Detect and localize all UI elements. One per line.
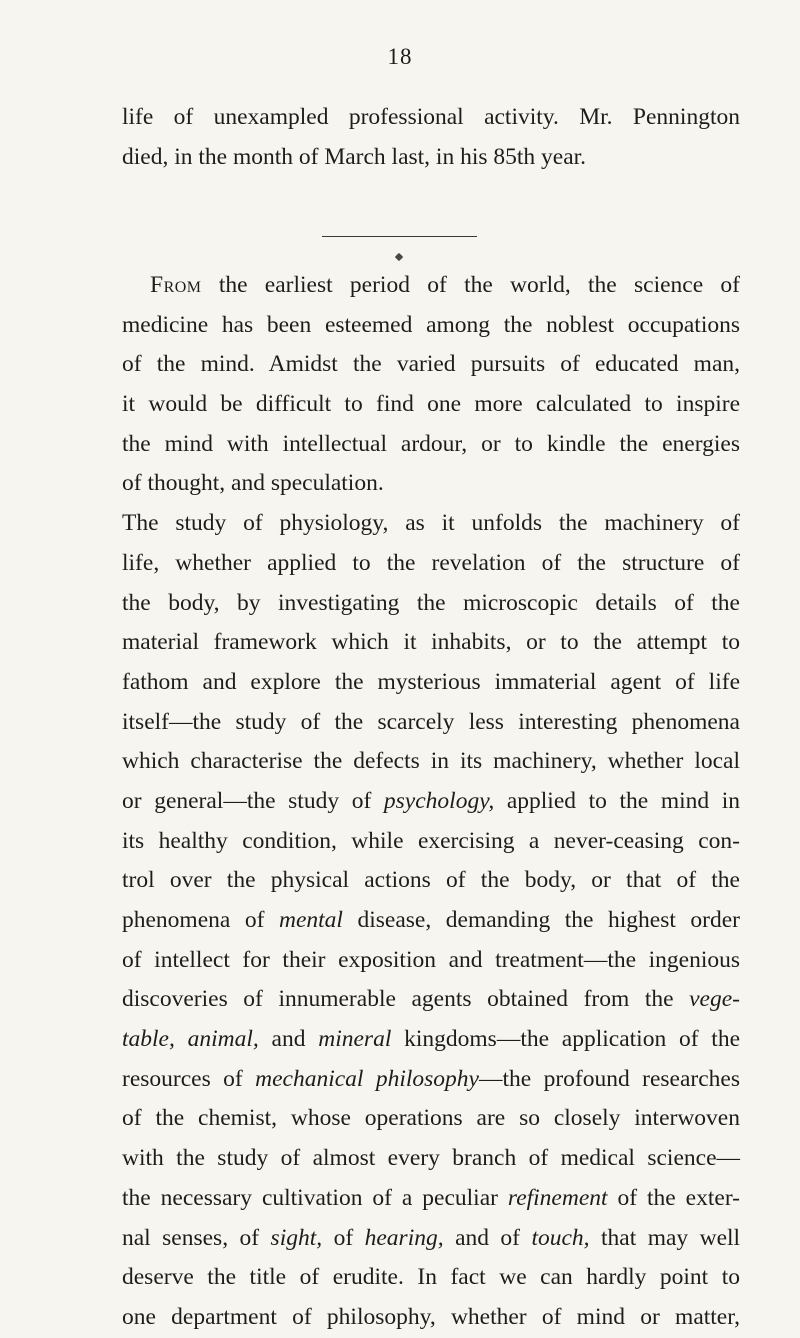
text-line: the necessary cultivation of a peculiar refinement of the exter- — [122, 1184, 740, 1211]
text-line: From the earliest period of the world, the science of — [150, 272, 741, 298]
text-line: itself—the study of the scarcely less interesting phenomena — [122, 708, 740, 735]
text-line: life, whether applied to the revelation of the structure of — [122, 549, 740, 576]
italic-term: mental — [278, 907, 343, 933]
text-line: of the chemist, whose operations are so closely interwoven — [122, 1105, 740, 1132]
italic-term: refinement — [507, 1184, 608, 1211]
italic-term: sight, — [270, 1224, 323, 1251]
text-line: which characterise the defects in its machinery, whether local — [122, 748, 740, 775]
intro-paragraph — [122, 98, 740, 177]
text-line: it would be difficult to find one more calculated to inspire — [122, 391, 740, 418]
section-divider — [322, 236, 477, 237]
text-line: of the mind. Amidst the varied pursuits of educated man, — [122, 351, 740, 378]
italic-term: mineral — [318, 1026, 392, 1053]
text-line: trol over the physical actions of the body, or that of the — [122, 867, 740, 894]
text-line: the mind with intellectual ardour, or to kindle the energies — [122, 430, 740, 457]
italic-term: mechanical philosophy — [255, 1065, 479, 1092]
text-line: medicine has been esteemed among the noblest occupations — [122, 311, 740, 338]
main-body — [122, 266, 740, 1338]
ink-mark — [395, 253, 403, 261]
text-line: The study of physiology, as it unfolds the machinery of — [122, 510, 740, 537]
text-line: died, in the month of March last, in his 85th year. — [122, 143, 587, 170]
text-line: deserve the title of erudite. In fact we can hardly point to — [122, 1264, 740, 1291]
text-line: of intellect for their exposition and treatment—the ingenious — [122, 946, 740, 973]
text-line: nal senses, of sight, of hearing, and of touch, that may well — [122, 1224, 741, 1251]
italic-term: table, animal, — [122, 1026, 259, 1053]
text-line: discoveries of innumerable agents obtained from the vege- — [122, 986, 740, 1013]
text-line: with the study of almost every branch of medical science— — [122, 1145, 740, 1172]
italic-term: psychology, — [383, 787, 495, 814]
text-line: of thought, and speculation. — [122, 470, 384, 497]
italic-term: touch, — [531, 1224, 590, 1251]
italic-term: vege- — [689, 986, 740, 1013]
text-line: material framework which it inhabits, or to the attempt to — [122, 629, 740, 656]
text-line: fathom and explore the mysterious immaterial agent of life — [122, 668, 740, 695]
text-line: the body, by investigating the microscopic details of the — [122, 589, 740, 616]
text-line: resources of mechanical philosophy—the profound researches — [122, 1065, 740, 1092]
text-line: table, animal, and mineral kingdoms—the application of the — [122, 1026, 741, 1053]
page-number: 18 — [387, 44, 413, 69]
text-line: one department of philosophy, whether of mind or matter, — [122, 1303, 740, 1330]
text-line: its healthy condition, while exercising a never-ceasing con- — [122, 827, 740, 854]
text-line: life of unexampled professional activity. Mr. Pennington — [122, 104, 740, 130]
text-line: phenomena of mental disease, demanding the highest order — [122, 907, 740, 933]
italic-term: hearing, — [364, 1224, 444, 1251]
drop-word: From — [150, 272, 202, 298]
text-line: or general—the study of psychology, applied to the mind in — [122, 787, 741, 814]
